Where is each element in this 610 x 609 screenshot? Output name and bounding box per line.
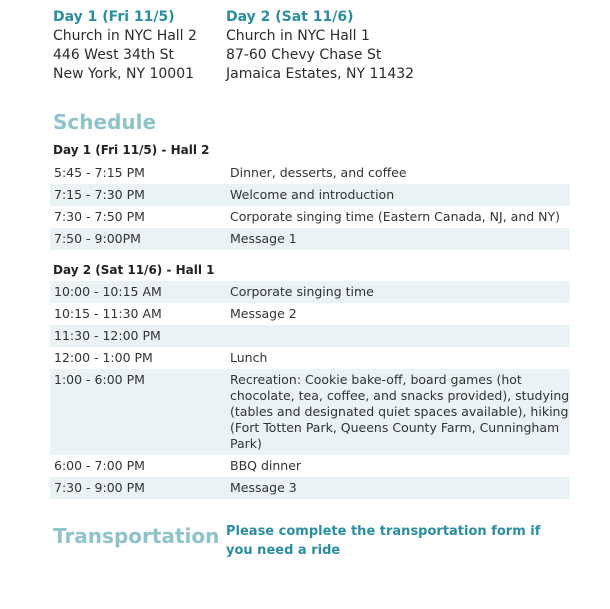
table-row: [50, 303, 570, 325]
venue-name: Church in NYC Hall 2: [53, 28, 197, 44]
activity-cell: [230, 325, 570, 347]
activity-cell: Message 3: [230, 480, 297, 495]
day-2-schedule-table: [50, 281, 570, 499]
time-cell: 7:30 - 7:50 PM: [54, 209, 145, 224]
time-cell: 7:15 - 7:30 PM: [54, 187, 145, 202]
time-cell: 10:00 - 10:15 AM: [54, 284, 162, 299]
table-row: [50, 228, 570, 250]
day-1-heading: Day 1 (Fri 11/5) - Hall 2: [53, 143, 210, 157]
venue-city: New York, NY 10001: [53, 66, 195, 82]
time-cell: 5:45 - 7:15 PM: [54, 165, 145, 180]
day-1-schedule-table: [50, 162, 570, 250]
venue-list: [53, 8, 414, 84]
activity-cell: Message 1: [230, 231, 297, 246]
venue-street: 446 West 34th St: [53, 47, 175, 63]
time-cell: 12:00 - 1:00 PM: [54, 350, 153, 365]
table-row: [50, 369, 570, 455]
table-row: [50, 281, 570, 303]
venue-day-label: Day 1 (Fri 11/5): [53, 9, 175, 25]
transportation-title: Transportation: [53, 524, 220, 548]
time-cell: 1:00 - 6:00 PM: [54, 372, 145, 387]
activity-cell: Welcome and introduction: [230, 187, 395, 202]
table-row: [50, 206, 570, 228]
activity-cell: Lunch: [230, 350, 268, 365]
venue-city: Jamaica Estates, NY 11432: [226, 66, 415, 82]
venue-day-label: Day 2 (Sat 11/6): [226, 9, 354, 25]
table-row: [50, 325, 570, 347]
venue-name: Church in NYC Hall 1: [226, 28, 370, 44]
time-cell: 10:15 - 11:30 AM: [54, 306, 162, 321]
table-row: [50, 184, 570, 206]
table-row: [50, 162, 570, 184]
activity-cell: Message 2: [230, 306, 297, 321]
table-row: [50, 477, 570, 499]
time-cell: 11:30 - 12:00 PM: [54, 328, 161, 343]
venue-day-2: [226, 8, 414, 84]
venue-day-1: [53, 8, 226, 84]
transportation-message: Please complete the transportation form if you need a ride: [226, 524, 541, 558]
activity-cell: Corporate singing time (Eastern Canada, NJ, and NY): [230, 209, 561, 224]
schedule-title: Schedule: [53, 110, 157, 134]
time-cell: 6:00 - 7:00 PM: [54, 458, 145, 473]
table-row: [50, 455, 570, 477]
activity-cell: BBQ dinner: [230, 458, 302, 473]
activity-cell: Recreation: Cookie bake-off, board games (hot chocolate, tea, coffee, and snacks provided), studying (tables and designated quiet spaces available), hiking (Fort Totten Park, Queens County Farm, Cunningham Park): [230, 372, 570, 451]
time-cell: 7:50 - 9:00PM: [54, 231, 141, 246]
time-cell: 7:30 - 9:00 PM: [54, 480, 145, 495]
day-2-heading: Day 2 (Sat 11/6) - Hall 1: [53, 263, 215, 277]
table-row: [50, 347, 570, 369]
activity-cell: Dinner, desserts, and coffee: [230, 165, 407, 180]
activity-cell: Corporate singing time: [230, 284, 374, 299]
venue-street: 87-60 Chevy Chase St: [226, 47, 382, 63]
